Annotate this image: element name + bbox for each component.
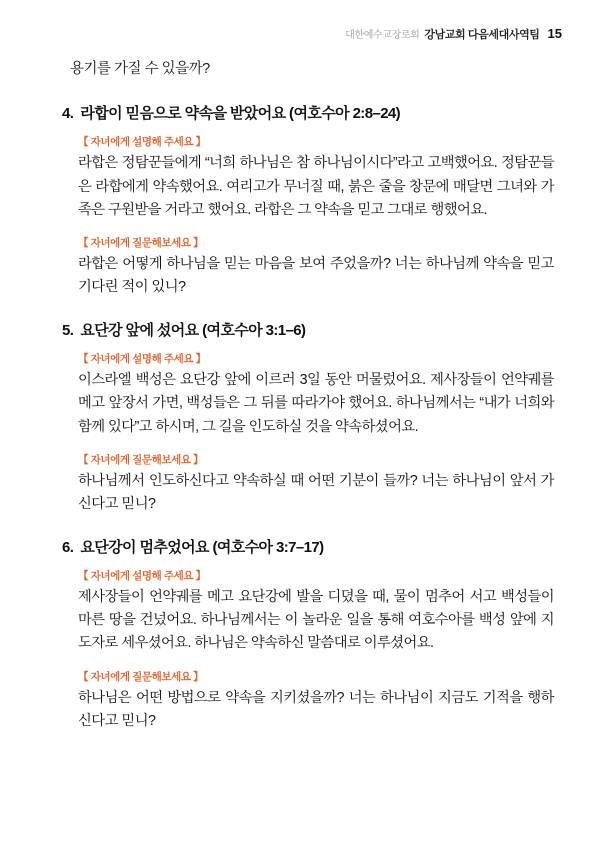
section-5 <box>62 319 556 516</box>
intro-line: 용기를 가질 수 있을까? <box>70 61 210 77</box>
section-6-title: 요단강이 멈추었어요 (여호수아 3:7–17) <box>80 539 324 557</box>
header-church-team: 강남교회 다음세대사역팀 <box>424 29 540 41</box>
section-5-explain-text: 이스라엘 백성은 요단강 앞에 이르러 3일 동안 머물렀어요. 제사장들이 언약궤를 메고 앞장서 가면, 백성들은 그 뒤를 따라가야 했어요. 하나님께서는 “내가 너희와 함께 있다”고 하시며, 그 길을 인도하실 것을 약속하셨어요. <box>78 372 554 435</box>
section-4-explain-block <box>78 134 556 221</box>
section-6-explain-label: 【 자녀에게 설명해 주세요 】 <box>78 570 206 583</box>
section-4-question-block <box>78 235 556 299</box>
section-5-explain-block <box>78 351 556 438</box>
section-5-title: 요단강 앞에 섰어요 (여호수아 3:1–6) <box>80 322 306 340</box>
section-6-explain-text: 제사장들이 언약궤를 메고 요단강에 발을 디뎠을 때, 물이 멈추어 서고 백성들이 마른 땅을 건넜어요. 하나님께서는 이 놀라운 일을 통해 여호수아를 백성 앞에 지도자로 세우셨어요. 하나님은 약속하신 말씀대로 이루셨어요. <box>78 589 554 652</box>
section-4-question-label: 【 자녀에게 질문해보세요 】 <box>78 236 204 249</box>
page-header <box>0 26 562 42</box>
section-5-question-text: 하나님께서 인도하신다고 약속하실 때 어떤 기분이 들까? 너는 하나님이 앞서 가신다고 믿니? <box>78 472 554 512</box>
header-organization: 대한예수교장로회 <box>345 30 420 41</box>
document-body <box>62 58 556 753</box>
section-6-question-block <box>78 669 556 733</box>
section-4-number: 4. <box>62 105 74 123</box>
section-4-explain-text: 라합은 정탐꾼들에게 “너희 하나님은 참 하나님이시다”라고 고백했어요. 정탐꾼들은 라합에게 약속했어요. 여리고가 무너질 때, 붉은 줄을 창문에 매달면 그녀와 가족은 구원받을 거라고 했어요. 라합은 그 약속을 믿고 그대로 행했어요. <box>78 155 554 218</box>
section-6-number: 6. <box>62 539 74 557</box>
section-5-explain-label: 【 자녀에게 설명해 주세요 】 <box>78 353 206 366</box>
section-5-number: 5. <box>62 322 74 340</box>
section-6-explain-block <box>78 568 556 655</box>
section-6-question-label: 【 자녀에게 질문해보세요 】 <box>78 670 204 683</box>
section-4 <box>62 102 556 299</box>
section-4-explain-label: 【 자녀에게 설명해 주세요 】 <box>78 136 206 149</box>
section-5-heading <box>62 319 556 340</box>
page-number: 15 <box>547 26 562 41</box>
section-4-heading <box>62 102 556 123</box>
section-6-question-text: 하나님은 어떤 방법으로 약속을 지키셨을까? 너는 하나님이 지금도 기적을 행하신다고 믿니? <box>78 689 554 729</box>
section-5-question-block <box>78 452 556 516</box>
section-6-heading <box>62 536 556 557</box>
section-4-title: 라합이 믿음으로 약속을 받았어요 (여호수아 2:8–24) <box>80 105 401 123</box>
section-5-question-label: 【 자녀에게 질문해보세요 】 <box>78 453 204 466</box>
section-4-question-text: 라합은 어떻게 하나님을 믿는 마음을 보여 주었을까? 너는 하나님께 약속을 믿고 기다린 적이 있니? <box>78 255 554 296</box>
section-6 <box>62 536 556 733</box>
